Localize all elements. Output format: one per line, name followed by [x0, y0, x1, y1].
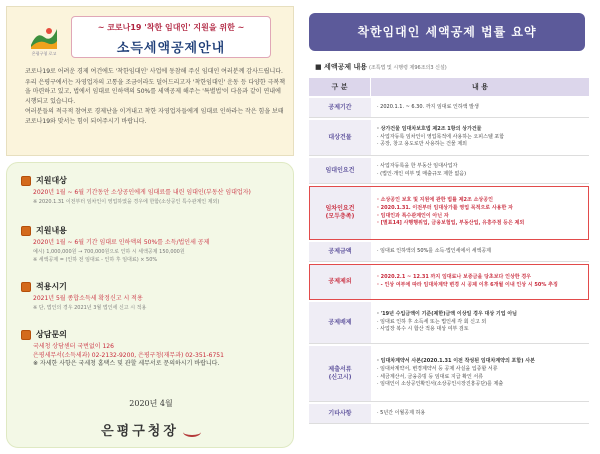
section-bullet-icon: [21, 330, 31, 340]
row-line: · 임대료 인하액의 50%를 소득·법인세에서 세액공제: [377, 247, 492, 254]
note-label: ■ 세액공제 내용: [315, 63, 368, 71]
intro-text: [25, 67, 287, 128]
row-content: [371, 346, 589, 401]
section-title: 지원내용: [36, 226, 67, 235]
row-label: 임차인요건 (모두충족): [309, 186, 371, 239]
row-line: · 2020.1.1. ~ 6.30. 까지 임대료 인하액 발생: [377, 103, 479, 110]
row-label: 공제기간: [309, 98, 371, 117]
row-line: · 사업자등록 임차인이 영업목적에 사용하는 오피스텔 포함: [377, 133, 505, 140]
row-line: · [별표14] 사행행위업, 금융보험업, 부동산업, 유흥주점 등은 제외: [377, 220, 525, 227]
row-label: 제출서류 (신고시): [309, 346, 371, 401]
section-lines: [33, 239, 283, 265]
left-panel: [6, 6, 294, 448]
row-label: 임대인요건: [309, 158, 371, 183]
section-line: 예시) 1,000,000원 → 700,000원으로 인하 시 세액공제 150,000원: [33, 248, 185, 255]
section-support-content: [21, 225, 67, 236]
section-title: 상담문의: [36, 330, 67, 339]
row-label: 대상건물: [309, 120, 371, 155]
table-row: [309, 186, 589, 240]
section-line: 은평세무서(소득세과) 02-2132-9200, 은평구청(재무과) 02-351-6751: [33, 351, 224, 359]
table-row: [309, 346, 589, 402]
header-category: 구 분: [309, 78, 371, 96]
section-line: 2020년 1월 ~ 6월 기간동안 소상공인에게 임대료를 내린 임대인(부동산 임대업자): [33, 189, 251, 196]
section-lines: [33, 189, 283, 206]
row-content: [371, 404, 589, 423]
row-line: · '19년 수입금액이 기준(제한)금액 이상일 경우 대상 기업 아님: [377, 310, 517, 317]
page-title: 소득세액공제안내: [116, 41, 226, 56]
row-content: [371, 158, 589, 183]
row-line: · 임대인과 특수관계인이 아닌 자: [377, 212, 449, 219]
row-line: · (법인·개인 여부 및 매출규모 제한 없음): [377, 170, 467, 177]
section-bullet-icon: [21, 282, 31, 292]
intro-paragraph: 코로나19로 어려운 경제 여건에도 '착한임대인' 사업에 동참해 주신 임대인 여러분께 감사드립니다.: [25, 68, 283, 75]
row-line: · 임대차계약서, 변경계약서 등 공제 사실을 입증할 서류: [377, 365, 498, 372]
table-row: [309, 242, 589, 262]
section-line: ※ 세액공제 = (인하 전 임대료 - 인하 후 임대료) × 50%: [33, 257, 158, 264]
section-support-target: [21, 175, 67, 186]
seal-icon: [183, 427, 201, 437]
signature: [7, 420, 295, 439]
info-box: [6, 162, 294, 448]
section-line: 국세청 상담센터 국번없이 126: [33, 343, 114, 350]
section-line: 2021년 5월 종합소득세 확정신고 시 적용: [33, 295, 143, 302]
row-content: [371, 186, 589, 239]
row-line: · - 인상 여부에 따라 임대차계약 변경 시 공제 이후 6개월 이내 인상 시 50% 추징: [377, 281, 558, 288]
intro-paragraph: 여러분들의 적극적 참여로 경제난을 이겨내고 착한 자영업자들에게 임대료 인하라는 작은 힘을 보태 코로나19와 맞서는 힘이 되어주시기 바랍니다.: [25, 108, 284, 125]
row-line: · 소상공인 보호 및 지원에 관한 법률 제2조 소상공인: [377, 196, 493, 203]
section-bullet-icon: [21, 226, 31, 236]
section-lines: [33, 295, 283, 312]
row-line: · 상가건물 임대차보호법 제2조 1항의 상가건물: [377, 125, 482, 132]
section-line: 2020년 1월 ~ 6월 기간 임대료 인하액의 50%를 소득/법인세 공제: [33, 239, 210, 246]
summary-title: 착한임대인 세액공제 법률 요약: [309, 13, 585, 51]
row-content: [371, 242, 589, 261]
right-panel: [305, 6, 595, 448]
table-header: [309, 78, 589, 96]
row-line: · 공장, 창고 용도로만 사용하는 건물 제외: [377, 141, 467, 148]
note-small: (조특법 및 시행령 제96조의3 신설): [368, 65, 447, 71]
table-row: [309, 302, 589, 344]
header-content: 내 용: [472, 83, 488, 91]
row-content: [371, 98, 589, 117]
row-content: [371, 264, 589, 299]
section-title: 적용시기: [36, 282, 67, 291]
row-line: · 임대차계약서 사본(2020.1.31 이전 작성된 임대차계약의 포함) 사본: [377, 357, 535, 364]
section-note: [315, 62, 447, 72]
row-line: · 사업자등록을 한 부동산 임대사업자: [377, 162, 458, 169]
row-line: · 5년간 이월공제 허용: [377, 409, 426, 416]
row-line: · 2020.2.1 ~ 12.31 까지 임대료나 보증금을 당초보다 인상한 경우: [377, 273, 532, 280]
eunpyeong-logo-icon: [29, 23, 59, 53]
section-line: ※ 단, 법인의 경우 2021년 3월 법인세 신고 시 적용: [33, 304, 147, 311]
section-bullet-icon: [21, 176, 31, 186]
signature-text: 은평구청장: [101, 424, 179, 439]
row-line: · 세금계산서, 금융증빙 등 임대료 지급 확인 서류: [377, 373, 484, 380]
table-row: [309, 120, 589, 156]
table-row: [309, 98, 589, 118]
row-label: 공제배제: [309, 302, 371, 343]
row-label: 공제제외: [309, 264, 371, 299]
table-row: [309, 158, 589, 184]
title-box: [71, 16, 271, 58]
section-apply-period: [21, 281, 67, 292]
row-line: · 2020.1.31. 이전부터 임대상가를 영업 목적으로 사용한 자: [377, 204, 513, 211]
section-lines: [33, 343, 283, 369]
subtitle: ~ 코로나19 '착한 임대인' 지원을 위한 ~: [97, 23, 245, 32]
intro-paragraph: 우리 은평구에서는 자영업자의 고통을 조금이라도 덜어드리고자 '착한임대인' 운동 등 다양한 극복책을 마련하고 있고, 법에서 임대료 인하액의 50%를 세액공제 해주는 '특별법'이 다음과 같이 연내에 시행되고 있습니다.: [25, 78, 286, 105]
row-label: 공제금액: [309, 242, 371, 261]
table-row: [309, 264, 589, 300]
row-line: · 사업장 복수 시 합산 적용 대상 여부 검토: [377, 326, 469, 333]
row-label: 기타사항: [309, 404, 371, 423]
section-contact: [21, 329, 67, 340]
row-content: [371, 302, 589, 343]
section-line: ※ 2020.1.31 이전부터 임차인이 영업하였을 경우에 한함(소상공인 특수관계인 제외): [33, 198, 220, 205]
row-line: · 임대인이 소상공인확인서(소상공인시장진흥공단)를 제출: [377, 381, 504, 388]
issue-date: 2020년 4월: [129, 399, 173, 408]
row-content: [371, 120, 589, 155]
table-row: [309, 404, 589, 424]
logo-caption: 은평구청 로고: [31, 51, 57, 56]
section-title: 지원대상: [36, 176, 67, 185]
section-line: ※ 자세한 사항은 국세청 홈택스 및 관할 세무서로 문의하시기 바랍니다.: [33, 360, 220, 368]
intro-box: [6, 6, 294, 156]
row-line: · 임대료 인하 후 소득세 또는 법인세 각 회 신고 외: [377, 318, 487, 325]
